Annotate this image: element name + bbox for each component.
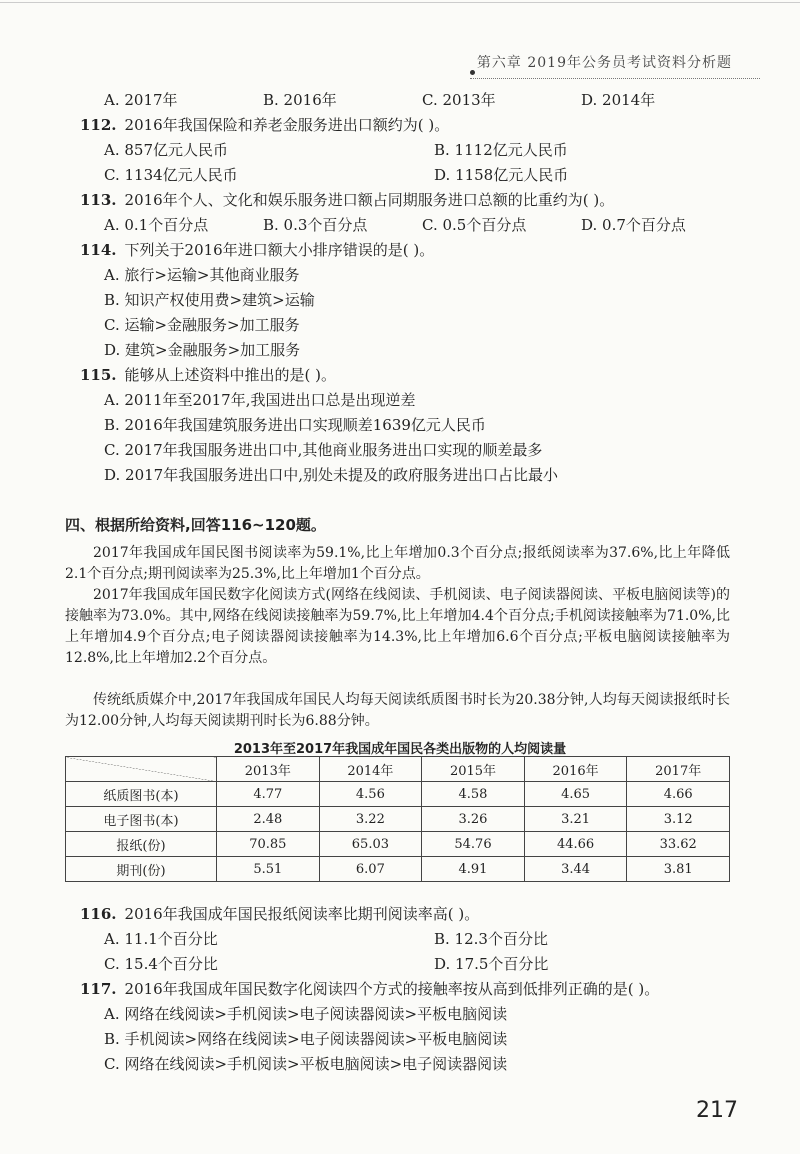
table-cell: 33.62 [627, 832, 730, 857]
table-cell: 3.22 [319, 807, 422, 832]
option-d[interactable]: D. 17.5个百分比 [434, 955, 549, 973]
question-112 [80, 113, 740, 138]
option-a[interactable]: A. 网络在线阅读>手机阅读>电子阅读器阅读>平板电脑阅读 [104, 1005, 508, 1023]
option-c[interactable]: C. 运输>金融服务>加工服务 [104, 316, 300, 334]
table-cell: 4.77 [217, 782, 320, 807]
question-116 [80, 902, 740, 927]
option-b[interactable]: B. 手机阅读>网络在线阅读>电子阅读器阅读>平板电脑阅读 [104, 1030, 508, 1048]
column-header: 2016年 [524, 757, 627, 782]
question-117 [80, 977, 740, 1002]
paragraph-digital-reading: 2017年我国成年国民数字化阅读方式(网络在线阅读、手机阅读、电子阅读器阅读、平板电脑阅读等)的接触率为73.0%。其中,网络在线阅读接触率为59.7%,比上年增加4.4个百分点;手机阅读接触率为71.0%,比上年增加4.9个百分点;电子阅读器阅读接触率为14.3%,比上年增加6.6个百分点;平板电脑阅读接触率为12.8%,比上年增加2.2个百分点。 [65, 587, 730, 666]
top-edge-rule [0, 2, 800, 9]
question-text: 2016年个人、文化和娱乐服务进口额占同期服务进口总额的比重约为( )。 [124, 191, 615, 209]
option-c[interactable]: C. 2013年 [422, 91, 496, 109]
page-number: 217 [696, 1098, 738, 1123]
header-bullet-icon [470, 70, 475, 75]
options-row [80, 138, 740, 163]
question-number: 114. [80, 241, 117, 259]
option-a[interactable]: A. 2017年 [104, 91, 178, 109]
table-title: 2013年至2017年我国成年国民各类出版物的人均阅读量 [233, 742, 567, 757]
table-cell: 2.48 [217, 807, 320, 832]
question-number: 117. [80, 980, 117, 998]
option-b[interactable]: B. 知识产权使用费>建筑>运输 [104, 291, 315, 309]
table-corner-cell [66, 757, 217, 782]
options-row [80, 213, 740, 238]
table-cell: 6.07 [319, 857, 422, 882]
table-header-row [66, 757, 730, 782]
table-cell: 4.65 [524, 782, 627, 807]
options-row [80, 927, 740, 952]
option-a[interactable]: A. 2011年至2017年,我国进出口总是出现逆差 [104, 391, 416, 409]
table-row [66, 807, 730, 832]
row-label: 期刊(份) [66, 857, 217, 882]
table-cell: 44.66 [524, 832, 627, 857]
paragraph-paper-media: 传统纸质媒介中,2017年我国成年国民人均每天阅读纸质图书时长为20.38分钟,人均每天阅读报纸时长为12.00分钟,人均每天阅读期刊时长为6.88分钟。 [65, 692, 730, 729]
table-cell: 4.58 [422, 782, 525, 807]
table-row [66, 857, 730, 882]
question-text: 2016年我国成年国民数字化阅读四个方式的接触率按从高到低排列正确的是( )。 [124, 980, 660, 998]
questions-block-1 [80, 88, 740, 488]
column-header: 2014年 [319, 757, 422, 782]
table-cell: 3.81 [627, 857, 730, 882]
option-c[interactable]: C. 15.4个百分比 [104, 955, 218, 973]
column-header: 2017年 [627, 757, 730, 782]
question-text: 2016年我国成年国民报纸阅读率比期刊阅读率高( )。 [124, 905, 480, 923]
table-cell: 3.12 [627, 807, 730, 832]
section-title: 四、根据所给资料,回答116~120题。 [65, 516, 326, 534]
table-cell: 70.85 [217, 832, 320, 857]
option-a[interactable]: A. 11.1个百分比 [104, 930, 218, 948]
table-cell: 4.66 [627, 782, 730, 807]
options-row [80, 952, 740, 977]
option-b[interactable]: B. 2016年我国建筑服务进出口实现顺差1639亿元人民币 [104, 416, 486, 434]
option-c[interactable]: C. 网络在线阅读>手机阅读>平板电脑阅读>电子阅读器阅读 [104, 1055, 508, 1073]
question-114 [80, 238, 740, 263]
table-cell: 5.51 [217, 857, 320, 882]
table-cell: 4.91 [422, 857, 525, 882]
option-c[interactable]: C. 1134亿元人民币 [104, 166, 238, 184]
question-113 [80, 188, 740, 213]
option-d[interactable]: D. 2014年 [581, 91, 656, 109]
row-label: 电子图书(本) [66, 807, 217, 832]
questions-block-2 [80, 902, 740, 1077]
table-cell: 4.56 [319, 782, 422, 807]
option-c[interactable]: C. 0.5个百分点 [422, 216, 527, 234]
question-number: 115. [80, 366, 117, 384]
row-label: 报纸(份) [66, 832, 217, 857]
option-a[interactable]: A. 0.1个百分点 [104, 216, 209, 234]
question-text: 2016年我国保险和养老金服务进出口额约为( )。 [124, 116, 450, 134]
option-b[interactable]: B. 12.3个百分比 [434, 930, 548, 948]
option-a[interactable]: A. 旅行>运输>其他商业服务 [104, 266, 300, 284]
question-number: 116. [80, 905, 117, 923]
table-row [66, 832, 730, 857]
options-row [80, 163, 740, 188]
column-header: 2015年 [422, 757, 525, 782]
option-a[interactable]: A. 857亿元人民币 [104, 141, 228, 159]
table-cell: 3.26 [422, 807, 525, 832]
question-number: 113. [80, 191, 117, 209]
header-rule [470, 78, 760, 79]
table-cell: 3.21 [524, 807, 627, 832]
column-header: 2013年 [217, 757, 320, 782]
prev-question-options [80, 88, 740, 113]
option-d[interactable]: D. 2017年我国服务进出口中,别处未提及的政府服务进出口占比最小 [104, 466, 558, 484]
option-c[interactable]: C. 2017年我国服务进出口中,其他商业服务进出口实现的顺差最多 [104, 441, 543, 459]
table-cell: 65.03 [319, 832, 422, 857]
row-label: 纸质图书(本) [66, 782, 217, 807]
question-number: 112. [80, 116, 117, 134]
running-header: 第六章 2019年公务员考试资料分析题 [476, 55, 732, 71]
table-cell: 3.44 [524, 857, 627, 882]
option-b[interactable]: B. 2016年 [263, 91, 337, 109]
option-b[interactable]: B. 0.3个百分点 [263, 216, 368, 234]
table-cell: 54.76 [422, 832, 525, 857]
option-d[interactable]: D. 1158亿元人民币 [434, 166, 569, 184]
question-115 [80, 363, 740, 388]
table-row [66, 782, 730, 807]
reading-volume-table [65, 756, 730, 882]
option-d[interactable]: D. 建筑>金融服务>加工服务 [104, 341, 301, 359]
option-b[interactable]: B. 1112亿元人民币 [434, 141, 568, 159]
option-d[interactable]: D. 0.7个百分点 [581, 216, 686, 234]
question-text: 能够从上述资料中推出的是( )。 [124, 366, 337, 384]
question-text: 下列关于2016年进口额大小排序错误的是( )。 [124, 241, 435, 259]
paragraph-reading-rate: 2017年我国成年国民图书阅读率为59.1%,比上年增加0.3个百分点;报纸阅读率为37.6%,比上年降低2.1个百分点;期刊阅读率为25.3%,比上年增加1个百分点。 [65, 545, 730, 582]
